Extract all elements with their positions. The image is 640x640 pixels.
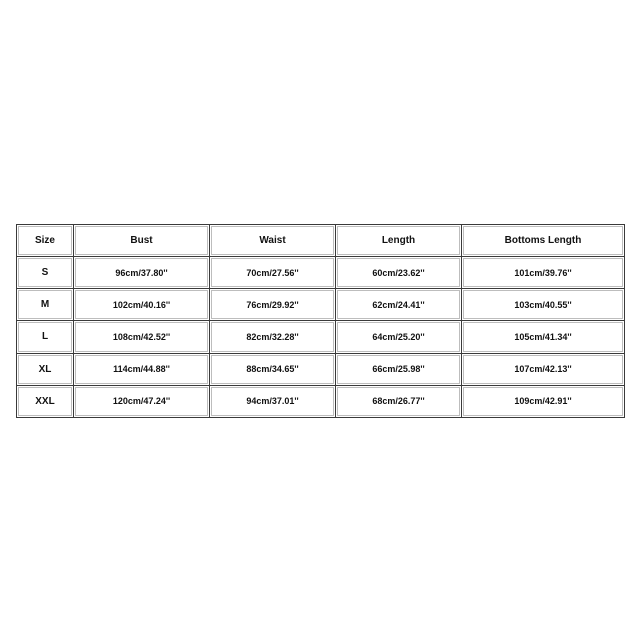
table-row	[17, 386, 625, 418]
header-bust: Bust	[74, 225, 210, 257]
table-row	[17, 321, 625, 353]
length-cell: 62cm/24.41''	[336, 289, 462, 321]
size-cell: L	[17, 321, 74, 353]
bust-cell: 96cm/37.80''	[74, 257, 210, 289]
waist-cell: 88cm/34.65''	[210, 354, 336, 386]
bust-cell: 102cm/40.16''	[74, 289, 210, 321]
waist-cell: 76cm/29.92''	[210, 289, 336, 321]
header-row	[17, 225, 625, 257]
size-cell: XXL	[17, 386, 74, 418]
size-cell: S	[17, 257, 74, 289]
size-cell: M	[17, 289, 74, 321]
bottoms-length-cell: 107cm/42.13''	[462, 354, 625, 386]
header-size: Size	[17, 225, 74, 257]
length-cell: 60cm/23.62''	[336, 257, 462, 289]
bust-cell: 108cm/42.52''	[74, 321, 210, 353]
table-row	[17, 289, 625, 321]
size-cell: XL	[17, 354, 74, 386]
header-length: Length	[336, 225, 462, 257]
table-row	[17, 354, 625, 386]
table-row	[17, 257, 625, 289]
size-chart-table	[16, 224, 625, 418]
bottoms-length-cell: 105cm/41.34''	[462, 321, 625, 353]
bust-cell: 120cm/47.24''	[74, 386, 210, 418]
bottoms-length-cell: 103cm/40.55''	[462, 289, 625, 321]
waist-cell: 82cm/32.28''	[210, 321, 336, 353]
bottoms-length-cell: 109cm/42.91''	[462, 386, 625, 418]
waist-cell: 94cm/37.01''	[210, 386, 336, 418]
bottoms-length-cell: 101cm/39.76''	[462, 257, 625, 289]
header-waist: Waist	[210, 225, 336, 257]
length-cell: 68cm/26.77''	[336, 386, 462, 418]
length-cell: 66cm/25.98''	[336, 354, 462, 386]
length-cell: 64cm/25.20''	[336, 321, 462, 353]
bust-cell: 114cm/44.88''	[74, 354, 210, 386]
header-bottoms-length: Bottoms Length	[462, 225, 625, 257]
waist-cell: 70cm/27.56''	[210, 257, 336, 289]
